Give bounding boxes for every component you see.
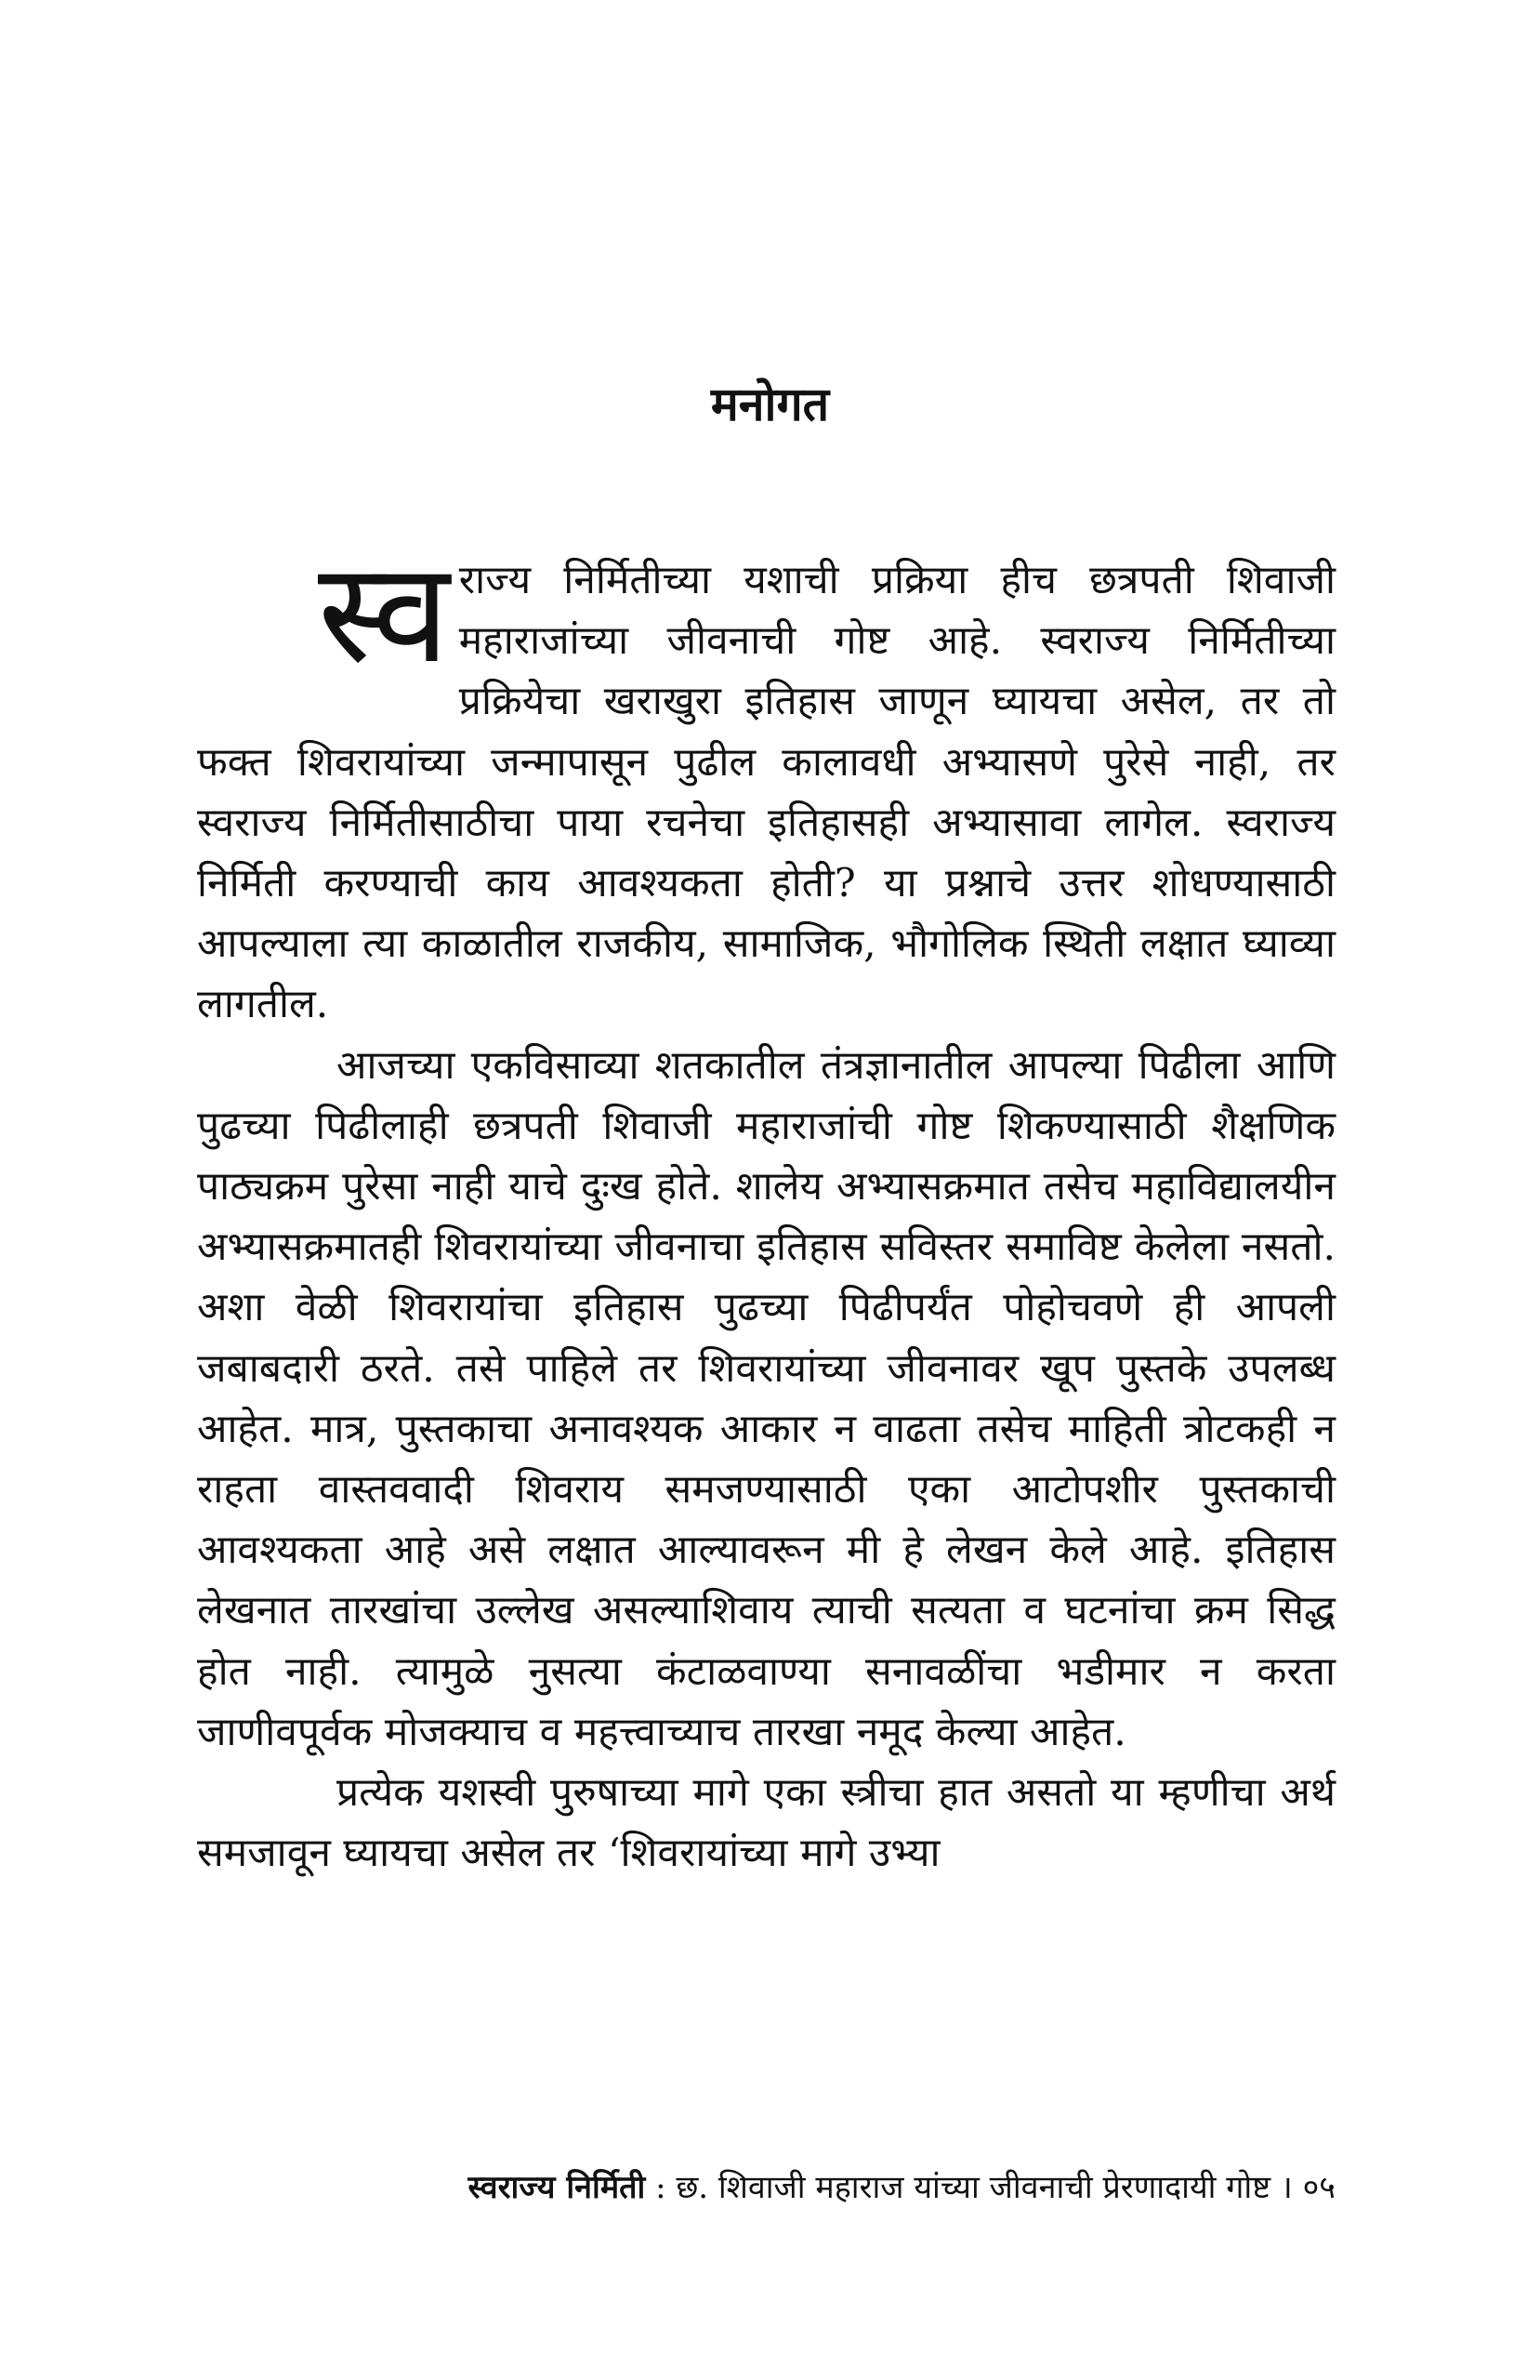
paragraph-3: प्रत्येक यशस्वी पुरुषाच्या मागे एका स्त्रीचा हात असतो या म्हणीचा अर्थ समजावून घ्यायचा असेल तर ‘शिवरायांच्या मागे उभ्या	[197, 1770, 1336, 1877]
page-footer	[197, 2164, 1336, 2211]
page-number: ०५	[1302, 2169, 1336, 2206]
footer-subtitle: छ. शिवाजी महाराज यांच्या जीवनाची प्रेरणादायी गोष्ट	[676, 2169, 1271, 2206]
paragraph-1-text: राज्य निर्मितीच्या यशाची प्रक्रिया हीच छत्रपती शिवाजी महाराजांच्या जीवनाची गोष्ट आहे. स्वराज्य निर्मितीच्या प्रक्रियेचा खराखुरा इतिहास जाणून घ्यायचा असेल, तर तो फक्त शिवरायांच्या जन्मापासून पुढील कालावधी अभ्यासणे पुरेसे नाही, तर स्वराज्य निर्मितीसाठीचा पाया रचनेचा इतिहासही अभ्यासावा लागेल. स्वराज्य निर्मिती करण्याची काय आवश्यकता होती? या प्रश्नाचे उत्तर शोधण्यासाठी आपल्याला त्या काळातील राजकीय, सामाजिक, भौगोलिक स्थिती लक्षात घ्याव्या लागतील.	[197, 558, 1336, 1028]
footer-book-name: स्वराज्य निर्मिती	[467, 2169, 646, 2206]
chapter-title: मनोगत	[710, 377, 830, 431]
paragraph-2: आजच्या एकविसाव्या शतकातील तंत्रज्ञानातील आपल्या पिढीला आणि पुढच्या पिढीलाही छत्रपती शिवाजी महाराजांची गोष्ट शिकण्यासाठी शैक्षणिक पाठ्यक्रम पुरेसा नाही याचे दुःख होते. शालेय अभ्यासक्रमात तसेच महाविद्यालयीन अभ्यासक्रमातही शिवरायांच्या जीवनाचा इतिहास सविस्तर समाविष्ट केलेला नसतो. अशा वेळी शिवरायांचा इतिहास पुढच्या पिढीपर्यंत पोहोचवणे ही आपली जबाबदारी ठरते. तसे पाहिले तर शिवरायांच्या जीवनावर खूप पुस्तके उपलब्ध आहेत. मात्र, पुस्तकाचा अनावश्यक आकार न वाढता तसेच माहिती त्रोटकही न राहता वास्तववादी शिवराय समजण्यासाठी एका आटोपशीर पुस्तकाची आवश्यकता आहे असे लक्षात आल्यावरून मी हे लेखन केले आहे. इतिहास लेखनात तारखांचा उल्लेख असल्याशिवाय त्याची सत्यता व घटनांचा क्रम सिद्ध होत नाही. त्यामुळे नुसत्या कंटाळवाण्या सनावळींचा भडीमार न करता जाणीवपूर्वक मोजक्याच व महत्त्वाच्याच तारखा नमूद केल्या आहेत.	[197, 1042, 1336, 1755]
footer-separator: :	[645, 2169, 677, 2206]
body-text	[197, 533, 1336, 1884]
paragraph-1	[197, 533, 1336, 1036]
drop-cap: स्व	[318, 533, 450, 694]
footer-divider: ।	[1270, 2169, 1303, 2206]
